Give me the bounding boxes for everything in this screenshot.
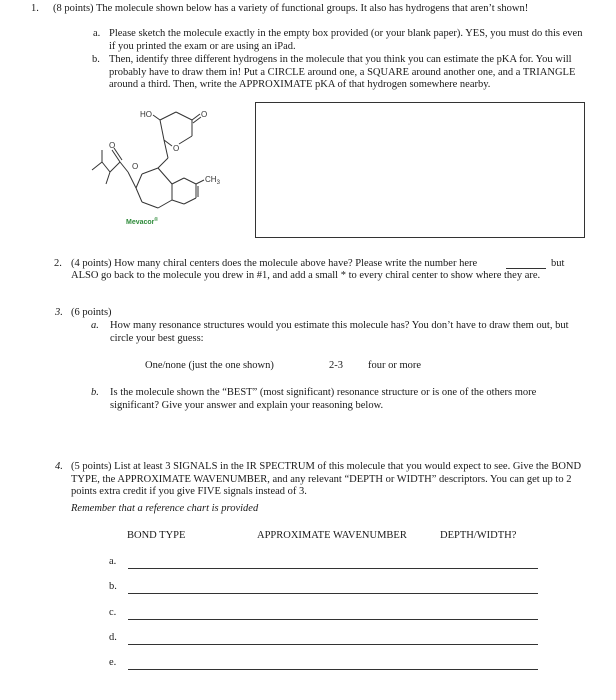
molecule-name [126, 216, 158, 226]
reference-chart-note: Remember that a reference chart is provided [71, 503, 259, 514]
ir-row-e-label: e. [109, 657, 117, 668]
ir-row-a-line[interactable] [128, 568, 538, 569]
resonance-option-1[interactable]: One/none (just the one shown) [145, 360, 274, 371]
ir-row-d-line[interactable] [128, 644, 538, 645]
q1-b-text: Then, identify three different hydrogens in the molecule that you think you can estimate the pKA for. You will probably have to draw them in! Put a CIRCLE around one, a SQUARE around another one, and a TRIANGLE around a third. Then, write the APPROXIMATE pKA of that hydrogen somewhere nearby. [109, 54, 576, 90]
q1-a-text: Please sketch the molecule exactly in the empty box provided (or your blank paper). YES, you must do this even if you printed the exam or are using an iPad. [109, 28, 583, 52]
molecule-bonds [92, 112, 204, 208]
molecule-o3-label: O [109, 141, 116, 150]
header-wavenumber: APPROXIMATE WAVENUMBER [257, 530, 407, 541]
question-2-number: 2. [54, 258, 62, 269]
registered-mark: ® [154, 217, 159, 223]
ch3-subscript: 3 [216, 180, 220, 186]
question-3-text: (6 points) [71, 307, 112, 318]
molecule-ch3-label [205, 175, 221, 186]
question-2-line2: ALSO go back to the molecule you drew in #1, and add a small * to every chiral center to show where they are. [71, 270, 541, 281]
ch3-text: CH [205, 175, 217, 184]
molecule-o4-label: O [132, 162, 139, 171]
q3-a-label: a. [91, 320, 99, 331]
ir-row-a-label: a. [109, 556, 117, 567]
question-1-number: 1. [31, 3, 39, 14]
resonance-option-3[interactable]: four or more [368, 360, 422, 371]
ir-row-b-label: b. [109, 581, 117, 592]
header-bond-type: BOND TYPE [127, 530, 186, 541]
ir-row-e-line[interactable] [128, 669, 538, 670]
question-1-text: (8 points) The molecule shown below has a variety of functional groups. It also has hydrogens that aren’t shown! [53, 3, 529, 14]
ir-row-b-line[interactable] [128, 593, 538, 594]
question-4-text: (5 points) List at least 3 SIGNALS in the IR SPECTRUM of this molecule that you would expect to see. Give the BOND TYPE, the APPROXIMATE WAVENUMBER, and any relevant “DEPTH or WIDTH” descriptors. You can get up to 2 points extra credit if you give FIVE signals instead of 3. [71, 461, 582, 497]
question-2-but: but [551, 258, 565, 269]
molecule-o2-label: O [201, 110, 208, 119]
q3-b-text: Is the molecule shown the “BEST” (most significant) resonance structure or is one of the others more significant? Give your answer and explain your reasoning below. [110, 387, 537, 411]
header-depth-width: DEPTH/WIDTH? [440, 530, 517, 541]
molecule-o1-label: O [173, 144, 180, 153]
q1-b-label: b. [92, 54, 100, 65]
ir-row-c-line[interactable] [128, 619, 538, 620]
sketch-box[interactable] [255, 102, 585, 238]
q1-a-label: a. [93, 28, 101, 39]
mevacor-structure [80, 100, 230, 235]
q3-a-text: How many resonance structures would you estimate this molecule has? You don’t have to draw them out, but circle your best guess: [110, 320, 569, 344]
molecule-ho-label: HO [140, 110, 152, 119]
chiral-count-answer-line[interactable] [506, 268, 546, 269]
resonance-option-2[interactable]: 2-3 [329, 360, 343, 371]
q3-b-label: b. [91, 387, 99, 398]
molecule-name-text: Mevacor [126, 219, 155, 226]
question-2-line1: (4 points) How many chiral centers does the molecule above have? Please write the number here [71, 258, 478, 269]
question-3-number: 3. [55, 307, 63, 318]
ir-row-d-label: d. [109, 632, 117, 643]
question-4-number: 4. [55, 461, 63, 472]
ir-row-c-label: c. [109, 607, 117, 618]
